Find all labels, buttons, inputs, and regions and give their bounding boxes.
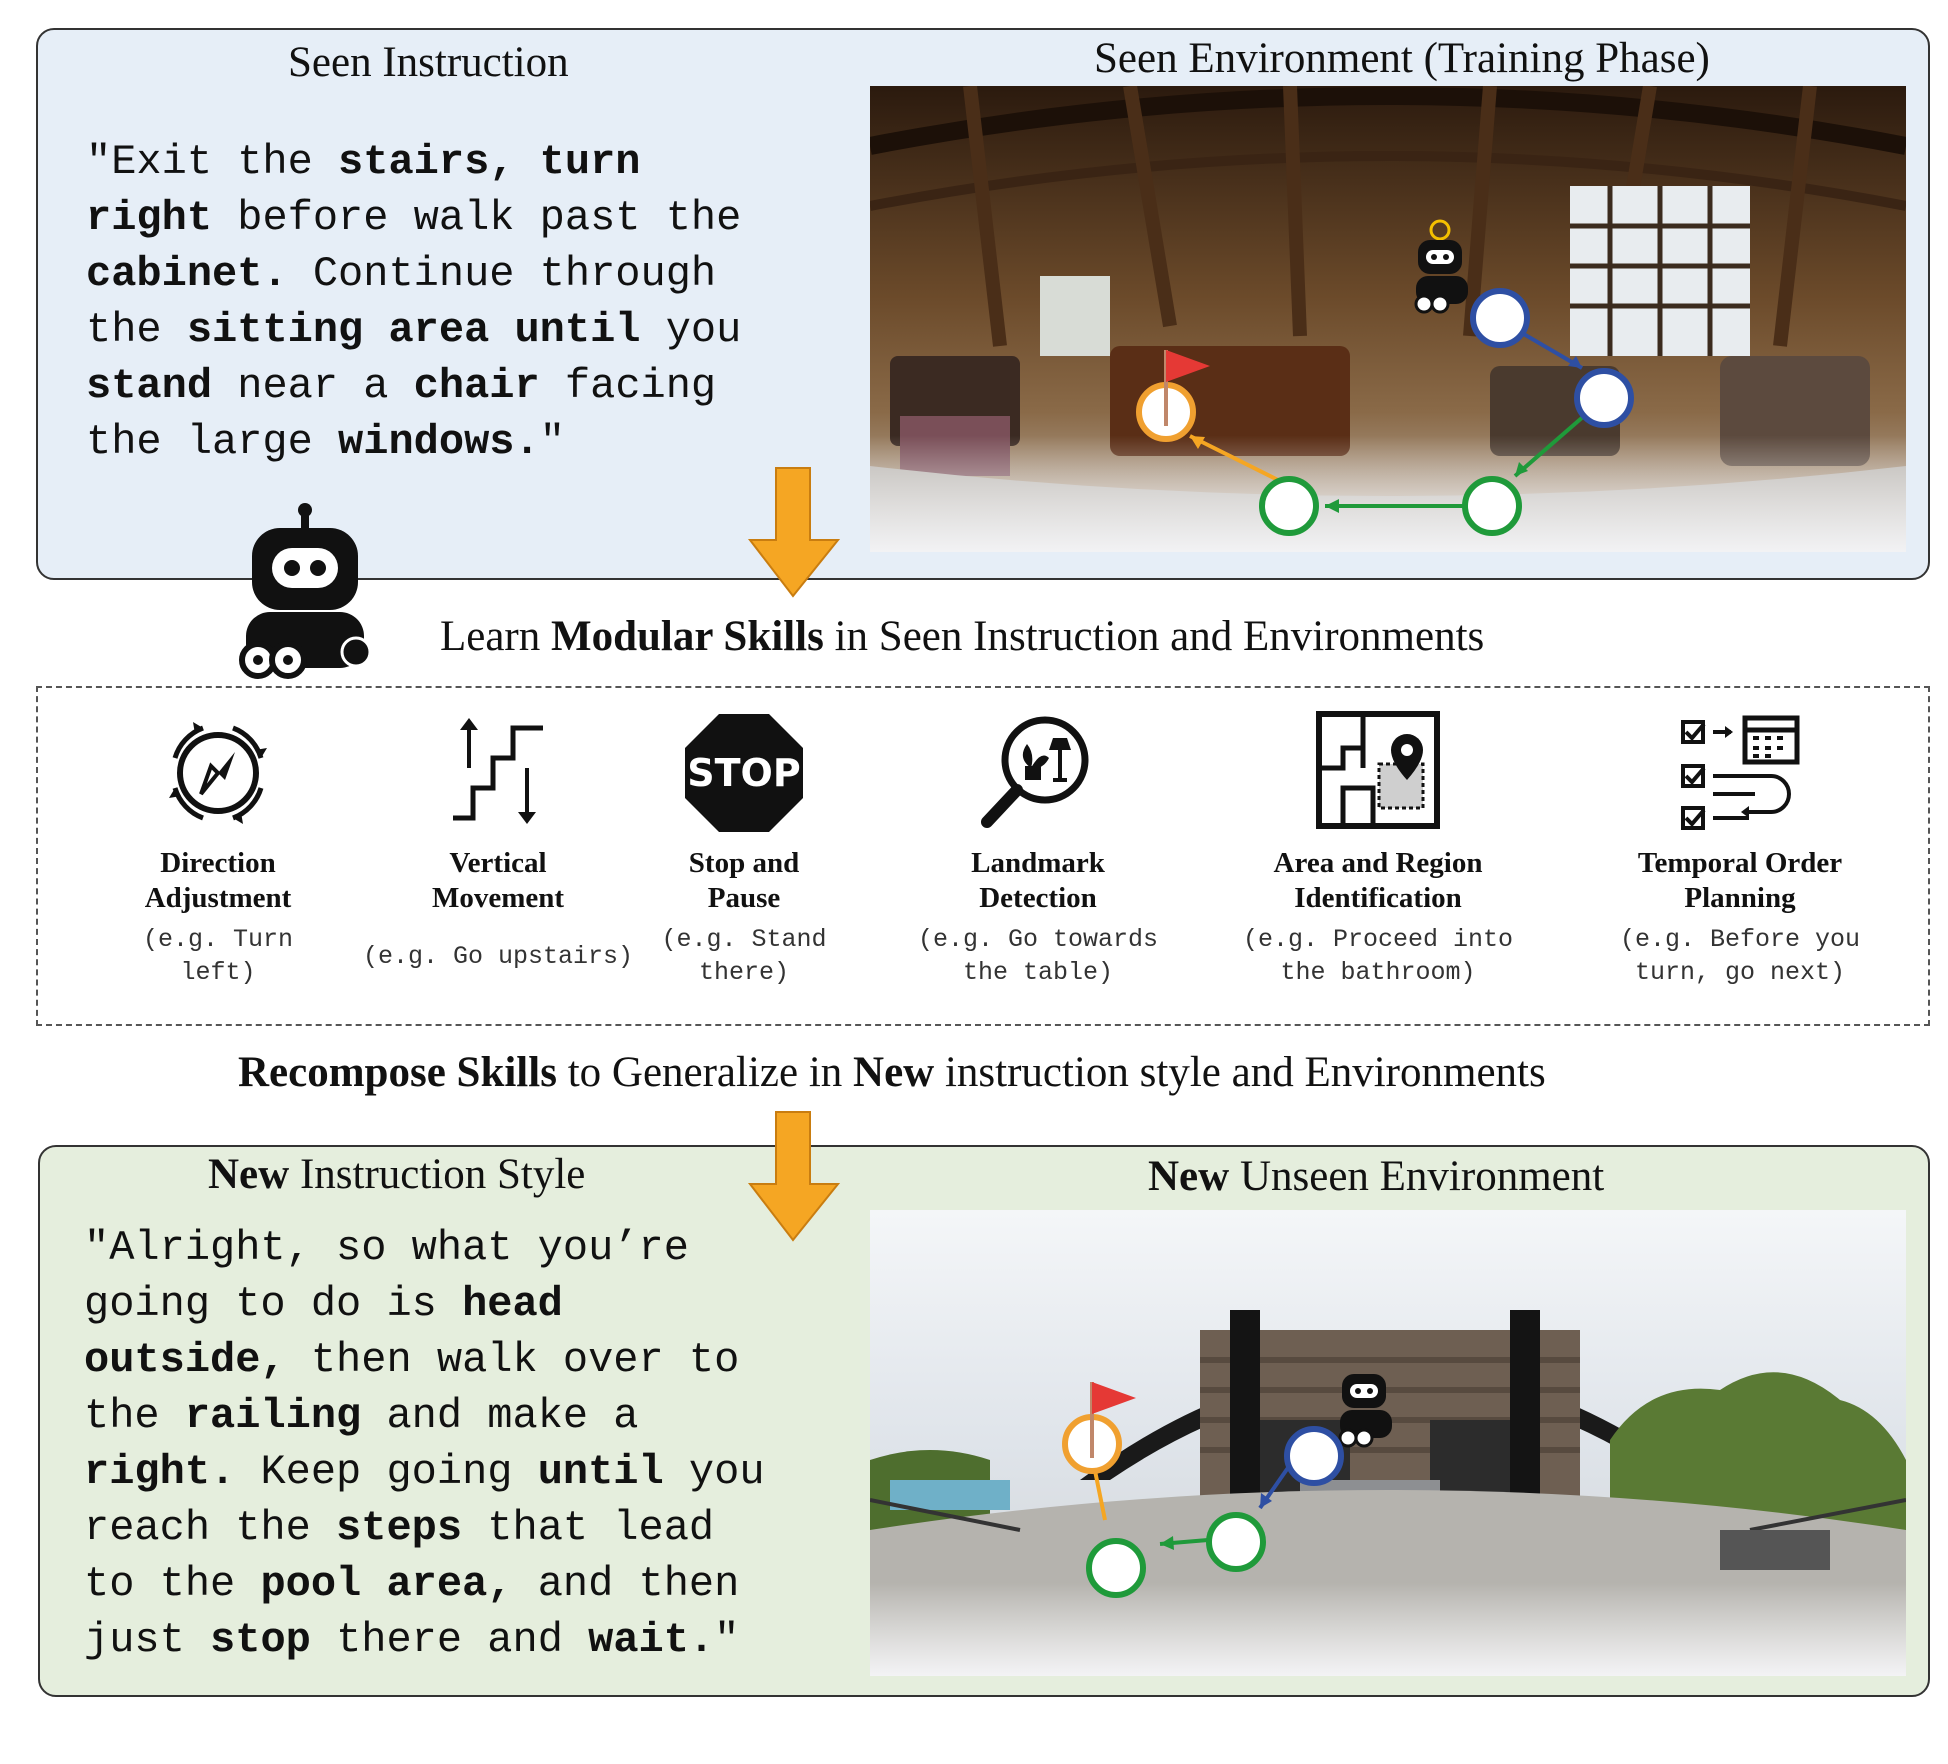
recompose-caption-mid: to Generalize in [556,1049,854,1096]
skill-area-region-identification [1228,688,1528,1024]
path-node [1089,1541,1143,1595]
seen-trajectory-overlay [870,86,1906,552]
stop-sign-text: STOP [687,751,801,795]
instruction-keyword: cabinet. [86,250,288,298]
skill-example: (e.g. Go towards the table) [917,925,1159,987]
skill-landmark-detection [888,688,1188,1024]
instruction-line [86,414,741,470]
instruction-keyword: steps [336,1504,463,1552]
new-instruction-title [208,1150,585,1199]
new-instruction-text [84,1220,765,1668]
instruction-line [84,1444,765,1500]
seen-instruction-title: Seen Instruction [288,39,569,86]
instruction-line [86,134,741,190]
instruction-segment: " [539,418,565,466]
instruction-keyword: wait. [588,1616,715,1664]
skill-name: Vertical Movement [431,847,565,914]
robot-icon [1416,221,1468,312]
instruction-segment: and make a [361,1392,639,1440]
instruction-keyword: stairs, turn [338,138,641,186]
recompose-skills-caption [238,1048,1546,1097]
down-arrow-icon [746,1110,842,1244]
seen-instruction-text [86,134,741,470]
instruction-segment: you [640,306,742,354]
learn-caption-pre: Learn [440,613,552,660]
instruction-line [84,1556,765,1612]
stairs-icon [433,708,563,838]
instruction-keyword: head [462,1280,563,1328]
instruction-keyword: railing [184,1392,362,1440]
down-arrow-icon [746,466,842,600]
instruction-keyword: stop [210,1616,311,1664]
start-node [1473,291,1527,345]
instruction-line [84,1388,765,1444]
skill-example: (e.g. Stand there) [661,925,827,987]
robot-icon [1340,1374,1392,1446]
skill-example: (e.g. Go upstairs) [362,942,634,971]
instruction-keyword: stand [86,362,213,410]
new-environment-title-bold: New [1148,1153,1230,1200]
instruction-line [86,358,741,414]
instruction-line [84,1332,765,1388]
new-environment-title-rest: Unseen Environment [1229,1153,1605,1200]
instruction-segment: just [84,1616,211,1664]
skill-direction-adjustment [68,688,368,1024]
instruction-segment: the large [86,418,339,466]
magnifier-landmark-icon [973,708,1103,838]
instruction-segment: and then [512,1560,740,1608]
instruction-line [86,302,741,358]
instruction-segment: you [663,1448,765,1496]
checklist-calendar-icon [1675,708,1805,838]
seen-environment-title: Seen Environment (Training Phase) [1094,35,1710,82]
instruction-segment: before walk past the [212,194,742,242]
instruction-segment: there and [310,1616,589,1664]
instruction-keyword: right. [84,1448,236,1496]
instruction-segment: Keep going [235,1448,538,1496]
instruction-line [84,1276,765,1332]
instruction-segment: then walk over to [285,1336,740,1384]
path-node [1209,1515,1263,1569]
learn-caption-post: in Seen Instruction and Environments [823,613,1485,660]
floorplan-pin-icon [1308,708,1448,838]
start-node [1287,1429,1341,1483]
instruction-keyword: right [86,194,213,242]
new-environment-title [1148,1152,1604,1201]
instruction-segment: Continue through [287,250,717,298]
path-node [1465,479,1519,533]
skill-example: (e.g. Turn left) [142,925,294,987]
instruction-line [86,246,741,302]
instruction-segment: to the [84,1560,261,1608]
path-node [1577,371,1631,425]
instruction-keyword: outside, [84,1336,286,1384]
recompose-caption-new: New [853,1049,935,1096]
instruction-segment: "Alright, so what you’re [84,1224,689,1272]
instruction-segment: " [714,1616,740,1664]
new-instruction-title-bold: New [208,1151,290,1198]
instruction-segment: facing [539,362,717,410]
instruction-keyword: windows. [338,418,540,466]
compass-icon [153,708,283,838]
learn-caption-bold: Modular Skills [551,613,824,660]
recompose-caption-post: instruction style and Environments [934,1049,1546,1096]
instruction-line [84,1220,765,1276]
stop-sign-icon [679,708,809,838]
instruction-line [84,1612,765,1668]
skill-temporal-order-planning [1590,688,1890,1024]
skill-example: (e.g. Before you turn, go next) [1619,925,1861,987]
skill-name: Landmark Detection [971,847,1105,914]
instruction-segment: that lead [462,1504,715,1552]
seen-environment-panorama [870,86,1906,552]
skill-name: Temporal Order Planning [1637,847,1843,914]
new-trajectory-overlay [870,1210,1906,1676]
instruction-segment: the [84,1392,185,1440]
skill-example: (e.g. Proceed into the bathroom) [1242,925,1514,987]
skills-box [36,686,1930,1026]
instruction-keyword: pool area, [260,1560,513,1608]
skill-name: Direction Adjustment [144,847,292,914]
instruction-line [84,1500,765,1556]
instruction-segment: near a [212,362,414,410]
path-node [1262,479,1316,533]
instruction-line [86,190,741,246]
skill-stop-and-pause [594,688,894,1024]
skill-name: Area and Region Identification [1273,847,1483,914]
skill-name: Stop and Pause [688,847,800,914]
new-environment-panorama [870,1210,1906,1676]
instruction-keyword: until [537,1448,664,1496]
new-instruction-title-rest: Instruction Style [289,1151,586,1198]
instruction-segment: the [86,306,187,354]
learn-skills-caption [440,612,1484,661]
instruction-segment: going to do is [84,1280,463,1328]
instruction-keyword: chair [413,362,540,410]
robot-mascot-icon [232,500,378,684]
instruction-segment: reach the [84,1504,337,1552]
instruction-keyword: sitting area until [186,306,641,354]
instruction-segment: "Exit the [86,138,339,186]
recompose-caption-bold: Recompose Skills [238,1049,557,1096]
